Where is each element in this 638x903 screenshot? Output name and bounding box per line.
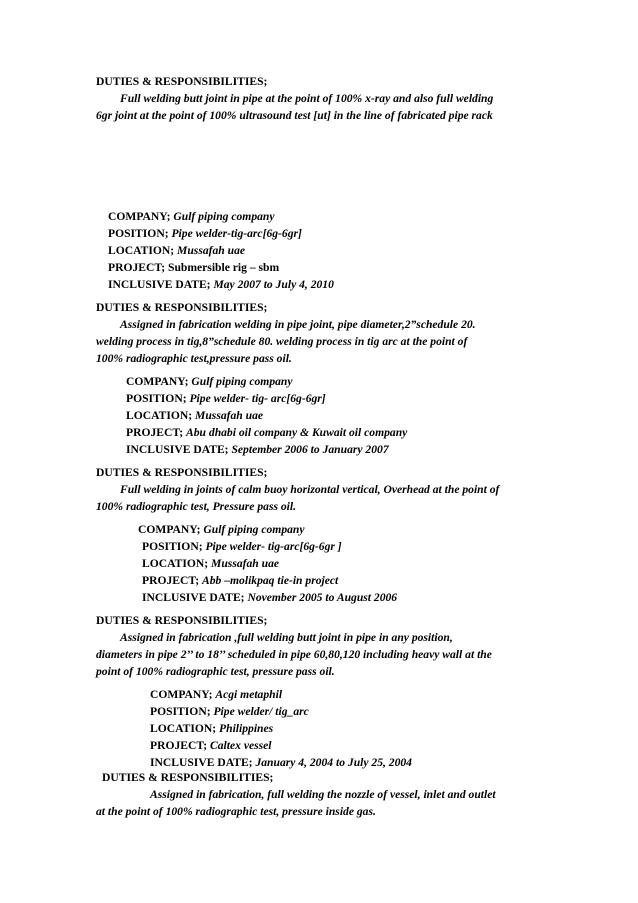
duties-text-line: Full welding in joints of calm buoy horizontal vertical, Overhead at the point of — [120, 483, 500, 496]
duties-text-line: 100% radiographic test, Pressure pass oil. — [96, 500, 297, 513]
project-row: PROJECT; Caltex vessel — [150, 739, 272, 752]
date-row: INCLUSIVE DATE; September 2006 to January 2007 — [126, 443, 389, 456]
duties-text-line: point of 100% radiographic test, pressure pass oil. — [96, 665, 335, 678]
duties-text-line: 6gr joint at the point of 100% ultrasound test [ut] in the line of fabricated pipe rack — [96, 109, 493, 122]
duties-text-line: Assigned in fabrication ,full welding butt joint in pipe in any position, — [120, 631, 453, 644]
duties-text-line: 100% radiographic test,pressure pass oil. — [96, 352, 292, 365]
company-row: COMPANY; Acgi metaphil — [150, 688, 283, 701]
duties-text-line: welding process in tig,8”schedule 80. welding process in tig arc at the point of — [96, 335, 468, 348]
location-row: LOCATION; Mussafah uae — [142, 557, 280, 570]
duties-text-line: diameters in pipe 2’’ to 18’’ scheduled in pipe 60,80,120 including heavy wall at the — [96, 648, 492, 661]
duties-heading: DUTIES & RESPONSIBILITIES; — [96, 301, 268, 314]
company-row: COMPANY; Gulf piping company — [108, 210, 275, 223]
project-row: PROJECT; Abb –molikpaq tie-in project — [142, 574, 339, 587]
position-row: POSITION; Pipe welder-tig-arc[6g-6gr] — [108, 227, 302, 240]
duties-text-line: Full welding butt joint in pipe at the point of 100% x-ray and also full welding — [120, 92, 494, 105]
date-row: INCLUSIVE DATE; January 4, 2004 to July 25, 2004 — [150, 756, 412, 769]
location-row: LOCATION; Philippines — [150, 722, 274, 735]
location-row: LOCATION; Mussafah uae — [126, 409, 264, 422]
duties-heading: DUTIES & RESPONSIBILITIES; — [96, 466, 268, 479]
project-row: PROJECT; Submersible rig – sbm — [108, 261, 280, 274]
company-row: COMPANY; Gulf piping company — [138, 523, 305, 536]
company-row: COMPANY; Gulf piping company — [126, 375, 293, 388]
project-row: PROJECT; Abu dhabi oil company & Kuwait oil company — [126, 426, 408, 439]
duties-text-line: Assigned in fabrication, full welding the nozzle of vessel, inlet and outlet — [150, 788, 496, 801]
duties-text-line: at the point of 100% radiographic test, pressure inside gas. — [96, 805, 376, 818]
duties-heading: DUTIES & RESPONSIBILITIES; — [96, 75, 268, 88]
date-row: INCLUSIVE DATE; May 2007 to July 4, 2010 — [108, 278, 334, 291]
position-row: POSITION; Pipe welder/ tig_arc — [150, 705, 309, 718]
position-row: POSITION; Pipe welder- tig-arc[6g-6gr ] — [142, 540, 342, 553]
location-row: LOCATION; Mussafah uae — [108, 244, 246, 257]
date-row: INCLUSIVE DATE; November 2005 to August 2006 — [142, 591, 398, 604]
position-row: POSITION; Pipe welder- tig- arc[6g-6gr] — [126, 392, 326, 405]
duties-text-line: Assigned in fabrication welding in pipe joint, pipe diameter,2”schedule 20. — [120, 318, 476, 331]
duties-heading: DUTIES & RESPONSIBILITIES; — [96, 614, 268, 627]
duties-heading: DUTIES & RESPONSIBILITIES; — [102, 771, 274, 784]
